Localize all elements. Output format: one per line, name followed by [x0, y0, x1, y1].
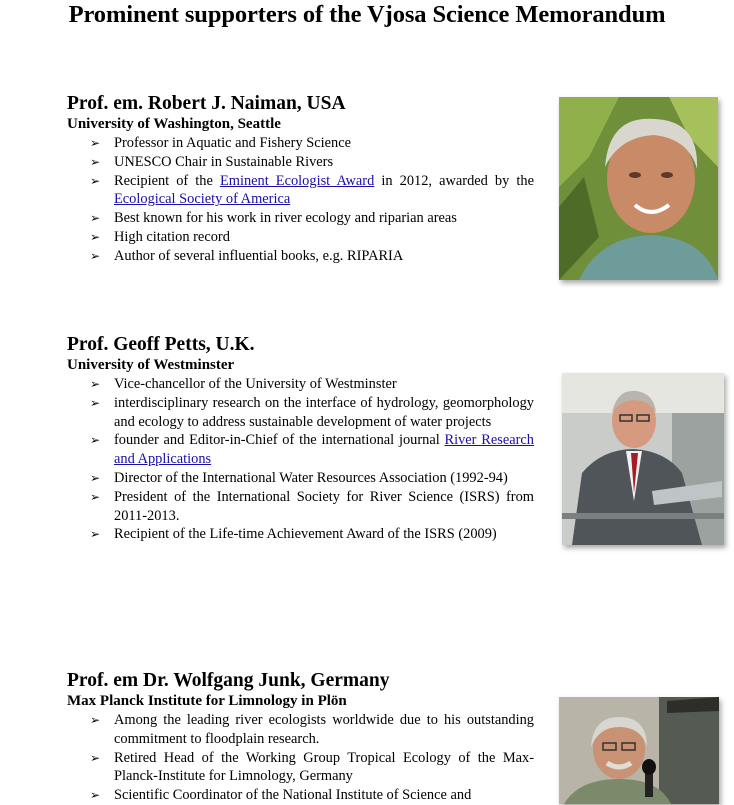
person-junk: [67, 670, 547, 805]
arrow-bullet-icon: ➢: [90, 527, 101, 542]
arrow-bullet-icon: ➢: [90, 489, 101, 504]
bullet-list: [67, 134, 547, 266]
portrait-photo-naiman: [559, 97, 718, 280]
bullet-list: [67, 711, 547, 805]
arrow-bullet-icon: ➢: [90, 433, 101, 448]
bullet-item: ➢ Recipient of the Eminent Ecologist Award in 2012, awarded by the Ecological Society of America: [90, 172, 534, 208]
portrait-photo-junk: [559, 697, 719, 804]
bullet-item: ➢ Director of the International Water Resources Association (1992-94): [90, 469, 508, 486]
person-name: Prof. em Dr. Wolfgang Junk, Germany: [67, 670, 390, 691]
arrow-bullet-icon: ➢: [90, 788, 101, 803]
person-affiliation: University of Washington, Seattle: [67, 116, 281, 132]
bullet-item: ➢ Retired Head of the Working Group Tropical Ecology of the Max-Planck-Institute for Limnology, Germany: [90, 749, 534, 785]
bullet-item: ➢ Best known for his work in river ecology and riparian areas: [90, 210, 457, 227]
bullet-item: ➢ Scientific Coordinator of the National Institute of Science and: [90, 787, 472, 804]
bullet-item: ➢ UNESCO Chair in Sustainable Rivers: [90, 153, 334, 170]
ecological-society-link[interactable]: Ecological Society of America: [114, 191, 291, 208]
river-research-journal-link[interactable]: River Research and Applications: [114, 432, 534, 468]
bullet-item: ➢ Vice-chancellor of the University of Westminster: [90, 376, 397, 392]
person-affiliation: University of Westminster: [67, 357, 235, 373]
bullet-list: [67, 375, 547, 544]
person-name: Prof. em. Robert J. Naiman, USA: [67, 93, 346, 114]
arrow-bullet-icon: ➢: [90, 395, 101, 410]
person-affiliation: Max Planck Institute for Limnology in Plön: [67, 693, 347, 709]
person-naiman: [67, 93, 547, 266]
page-title: Prominent supporters of the Vjosa Science Memorandum: [68, 1, 666, 28]
arrow-bullet-icon: ➢: [90, 750, 101, 765]
arrow-bullet-icon: ➢: [90, 154, 101, 169]
arrow-bullet-icon: ➢: [90, 229, 101, 244]
bullet-item: ➢ interdisciplinary research on the interface of hydrology, geomorphology and ecology to address sustainable development of water projects: [90, 394, 534, 430]
bullet-item: ➢ Professor in Aquatic and Fishery Science: [90, 135, 351, 151]
bullet-item: ➢ Author of several influential books, e.g. RIPARIA: [90, 247, 404, 264]
arrow-bullet-icon: ➢: [90, 713, 101, 727]
arrow-bullet-icon: ➢: [90, 136, 101, 150]
bullet-item: ➢ Among the leading river ecologists worldwide due to his outstanding commitment to floodplain research.: [90, 712, 534, 747]
arrow-bullet-icon: ➢: [90, 377, 101, 391]
portrait-photo-petts: [562, 373, 724, 545]
bullet-item: ➢ founder and Editor-in-Chief of the international journal River Research and Applications: [90, 432, 534, 468]
arrow-bullet-icon: ➢: [90, 211, 101, 226]
arrow-bullet-icon: ➢: [90, 470, 101, 485]
bullet-item: ➢ Recipient of the Life-time Achievement Award of the ISRS (2009): [90, 526, 497, 543]
bullet-item: ➢ President of the International Society for River Science (ISRS) from 2011-2013.: [90, 488, 534, 524]
person-petts: [67, 334, 547, 544]
arrow-bullet-icon: ➢: [90, 248, 101, 263]
person-name: Prof. Geoff Petts, U.K.: [67, 334, 255, 355]
arrow-bullet-icon: ➢: [90, 173, 101, 188]
bullet-item: ➢ High citation record: [90, 228, 230, 245]
eminent-ecologist-award-link[interactable]: Eminent Ecologist Award: [219, 172, 375, 189]
